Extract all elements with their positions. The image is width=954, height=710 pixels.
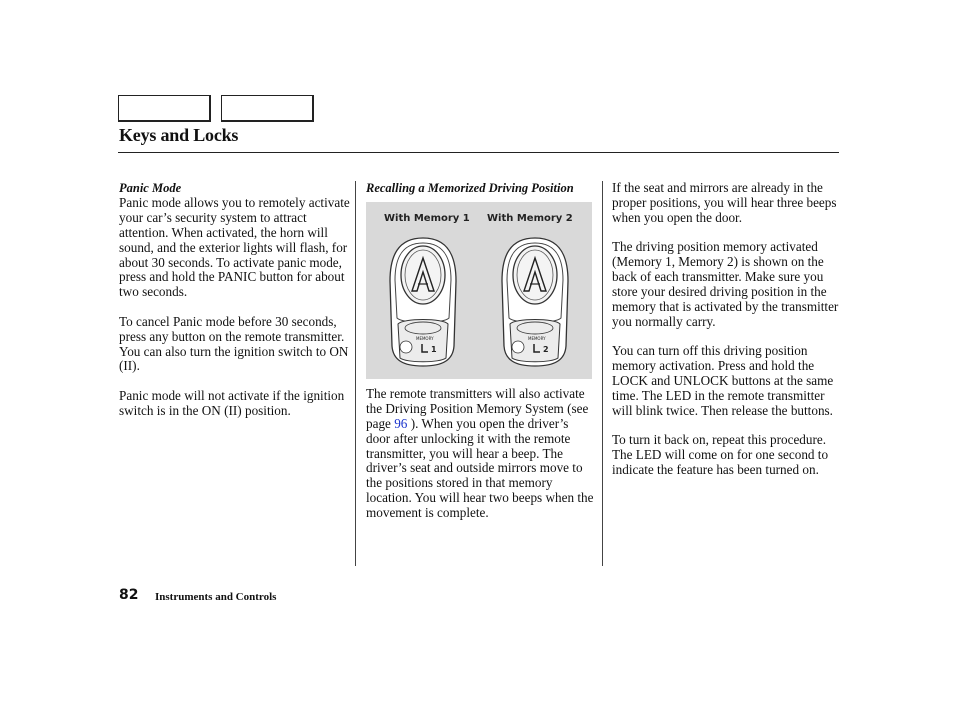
memory-recall-paragraph <box>366 387 594 521</box>
title-rule <box>118 152 839 153</box>
nav-tab-box-1[interactable] <box>118 95 211 122</box>
panic-mode-heading: Panic Mode <box>119 181 182 195</box>
panic-mode-paragraph-3: Panic mode will not activate if the ignition switch is in the ON (II) position. <box>119 387 345 418</box>
column-divider-2 <box>602 181 603 566</box>
column-panic-mode <box>119 181 351 433</box>
column-divider-1 <box>355 181 356 566</box>
memory-recall-text-after: ). When you open the driver’s door after unlocking it with the remote transmitter, you will hear a beep. The driver’s seat and outside mirrors move to the positions stored in that memory location. You will hear two beeps when the movement is complete. <box>366 415 594 521</box>
panic-mode-paragraph-1: Panic mode allows you to remotely activate your car’s security system to attract attention. When activated, the horn will sound, and the exterior lights will flash, for about 30 seconds. To activate panic mode, press and hold the PANIC button for about two seconds. <box>119 194 350 300</box>
column-memory-recall <box>366 181 594 536</box>
column-memory-details <box>612 181 840 492</box>
memory-details-paragraph-4: To turn it back on, repeat this procedure. The LED will come on for one second to indicate the feature has been turned on. <box>612 432 829 477</box>
figure-label-memory-2: With Memory 2 <box>487 212 573 224</box>
memory-recall-heading: Recalling a Memorized Driving Position <box>366 181 574 195</box>
memory-recall-text-before: The remote transmitters will also activate the Driving Position Memory System (see page <box>366 385 589 431</box>
page-title: Keys and Locks <box>119 125 239 145</box>
panic-mode-paragraph-2: To cancel Panic mode before 30 seconds, press any button on the remote transmitter. You can also turn the ignition switch to ON (II). <box>119 313 349 374</box>
fob2-number: 2 <box>543 344 549 354</box>
fob1-memory-text: MEMORY <box>416 335 434 341</box>
memory-details-paragraph-1: If the seat and mirrors are already in the proper positions, you will hear three beeps when you open the door. <box>612 180 837 225</box>
fob2-memory-text: MEMORY <box>528 335 546 341</box>
nav-tab-box-2[interactable] <box>221 95 314 122</box>
figure-label-memory-1: With Memory 1 <box>384 212 470 224</box>
memory-details-paragraph-2: The driving position memory activated (Memory 1, Memory 2) is shown on the back of each transmitter. Make sure you store your desired driving position in the memory that is activated by the transmitter you normally carry. <box>612 239 839 329</box>
transmitter-memory-2-image <box>500 236 570 368</box>
fob1-number: 1 <box>431 344 437 354</box>
memory-details-paragraph-3: You can turn off this driving position memory activation. Press and hold the LOCK and UNLOCK buttons at the same time. The LED in the remote transmitter will blink twice. Then release the buttons. <box>612 343 834 418</box>
page-96-link[interactable]: 96 <box>394 415 408 431</box>
section-name: Instruments and Controls <box>155 591 277 603</box>
transmitter-memory-1-image <box>388 236 458 368</box>
transmitter-figure <box>366 202 592 379</box>
page-number: 82 <box>119 587 139 603</box>
